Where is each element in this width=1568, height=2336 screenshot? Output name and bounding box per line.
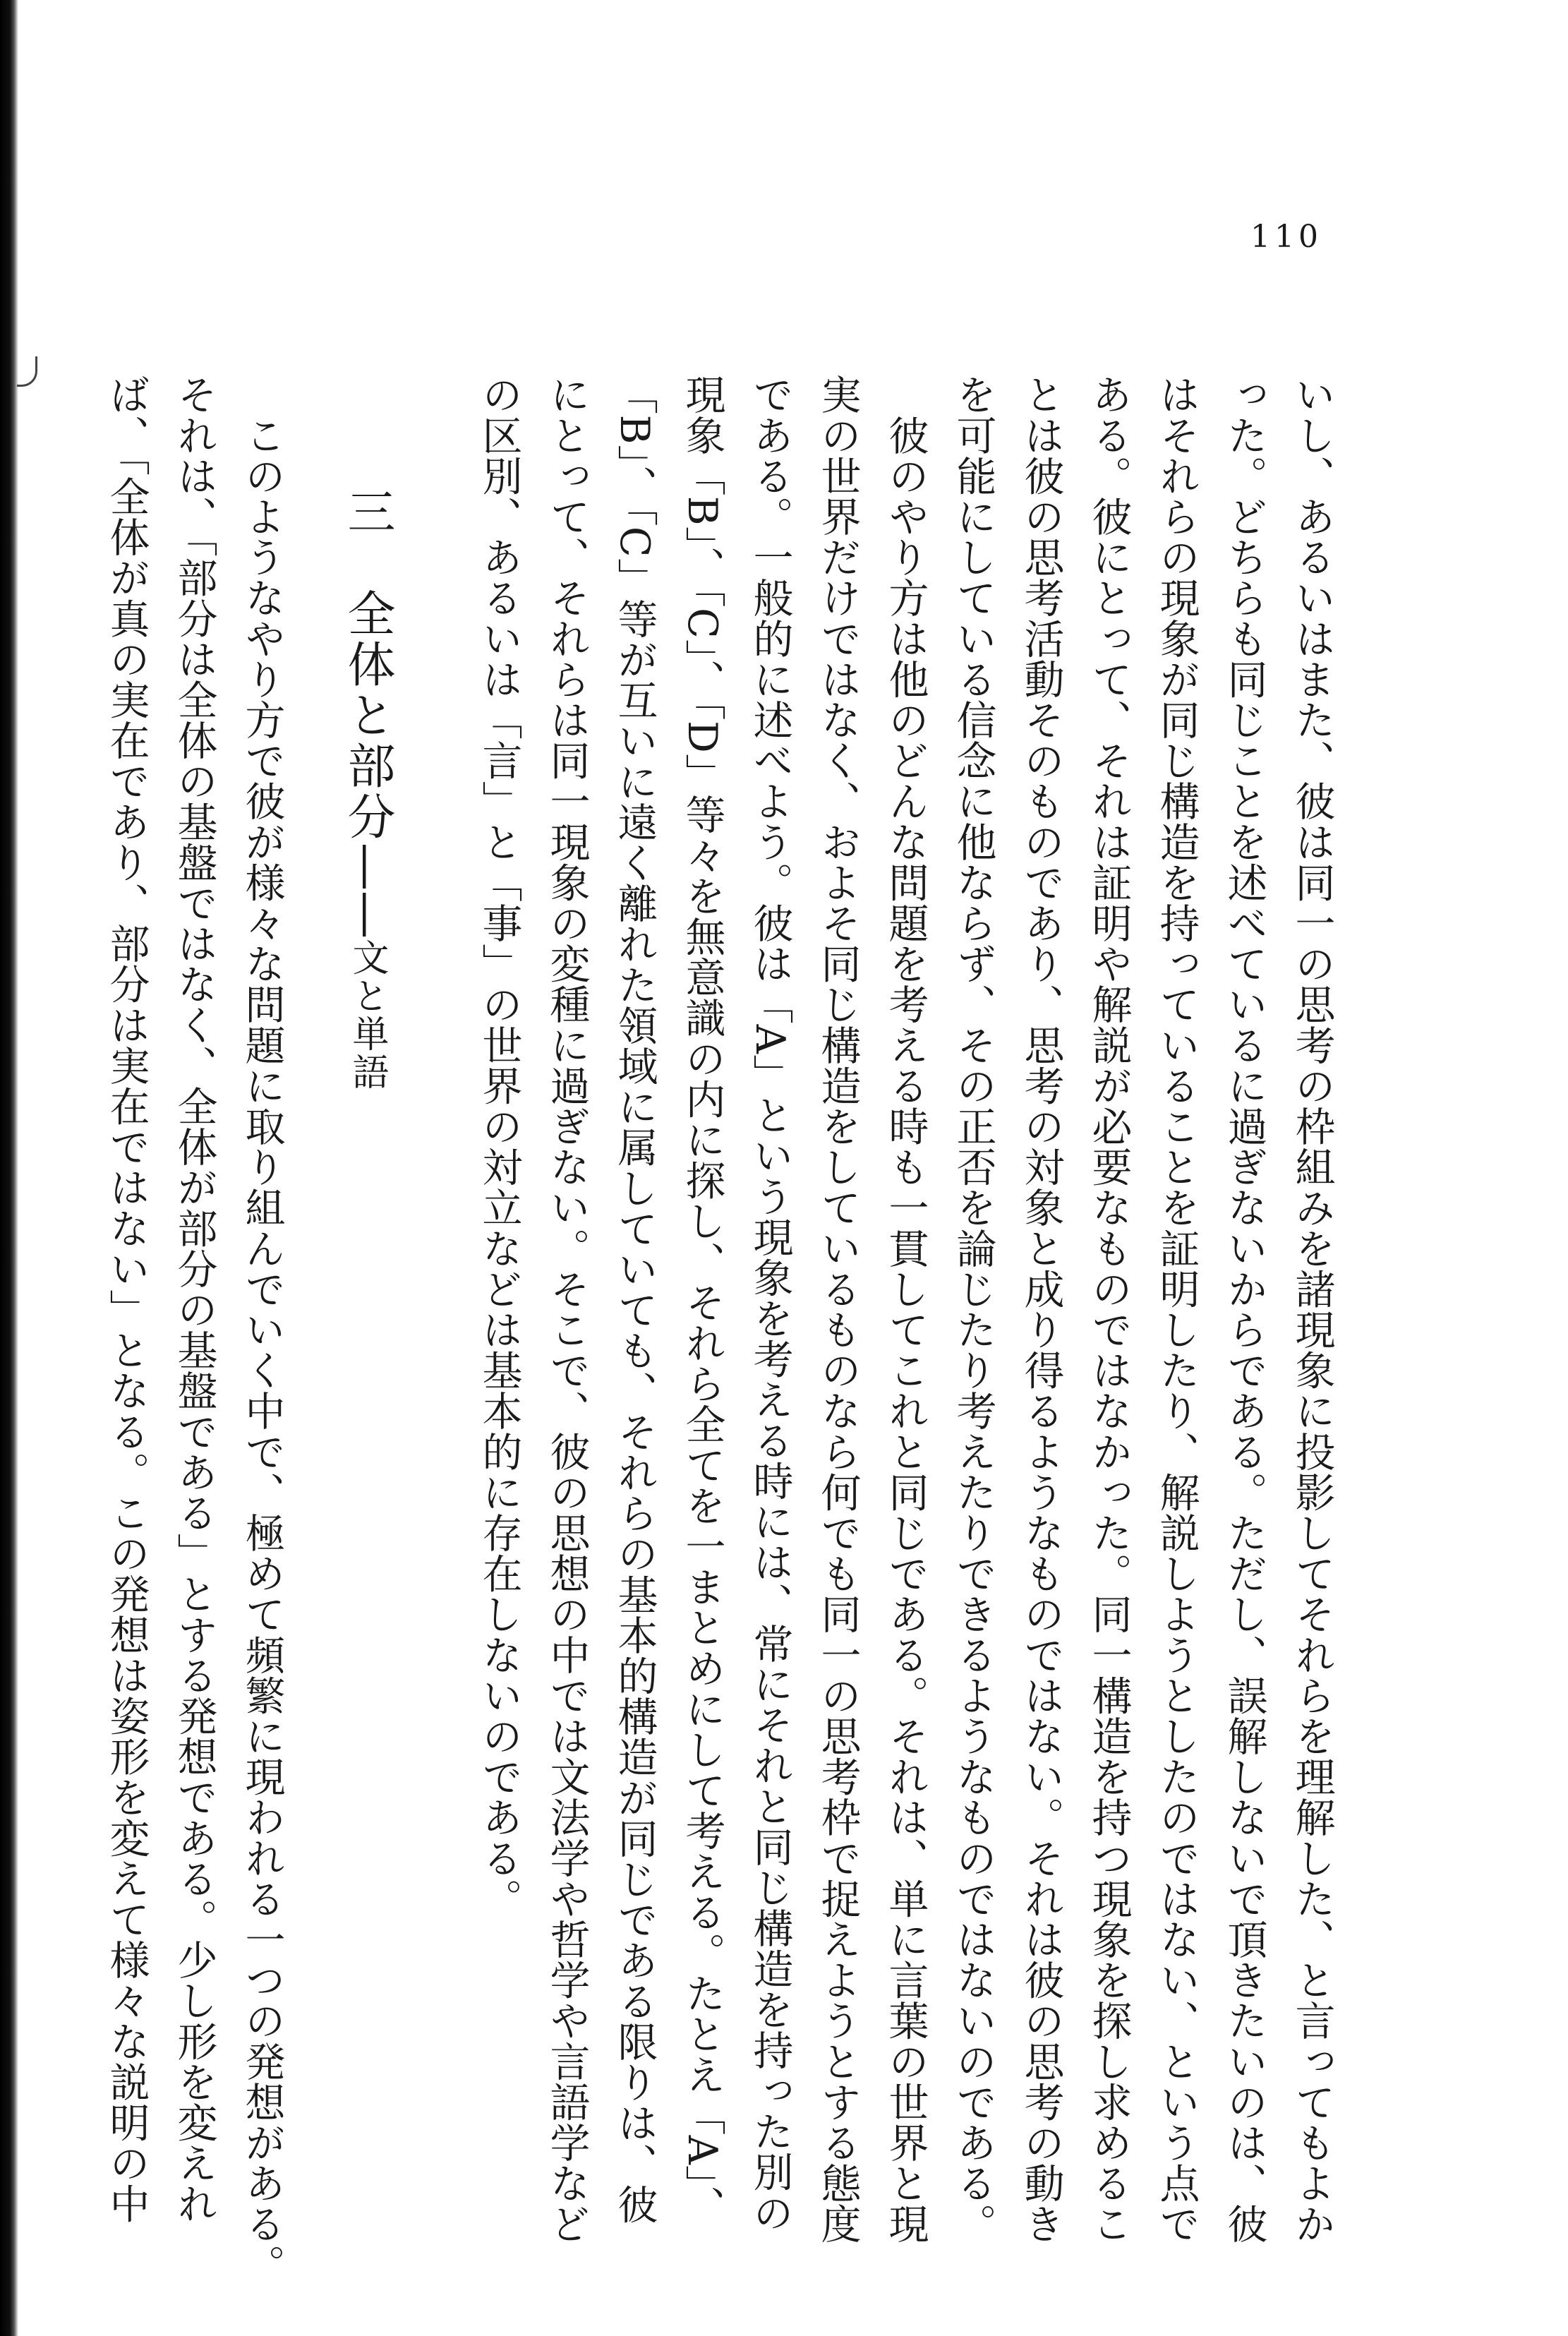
text-line: いし、あるいはまた、彼は同一の思考の枠組みを諸現象に投影してそれらを理解した、と言ってもよか — [1289, 374, 1335, 2244]
section-heading-subtitle: 文と単語 — [346, 939, 388, 1091]
page-number: 110 — [1250, 219, 1322, 255]
text-line: である。一般的に述べよう。彼は「A」という現象を考える時には、常にそれと同じ構造を持った別の — [747, 374, 793, 2233]
binding-edge — [0, 0, 18, 2336]
text-line: った。どちらも同じことを述べているに過ぎないからである。ただし、誤解しないで頂きたいのは、彼 — [1221, 374, 1267, 2244]
text-line: 彼のやり方は他のどんな問題を考える時も一貫してこれと同じである。それは、単に言葉の世界と現 — [882, 374, 929, 2244]
binding-mark — [17, 356, 37, 387]
text-line: の区別、あるいは「言」と「事」の世界の対立などは基本的に存在しないのである。 — [476, 374, 522, 1919]
text-line: このようなやり方で彼が様々な問題に取り組んでいく中で、極めて頻繁に現われる一つの発想がある。 — [239, 374, 285, 2285]
text-line: 現象「B」、「C」、「D」等々を無意識の内に探し、それら全てを一まとめにして考える。たとえ「A」、 — [679, 374, 725, 2227]
text-line: ば、「全体が真の実在であり、部分は実在ではない」となる。この発想は姿形を変えて様々な説明の中 — [103, 374, 150, 2224]
text-line: を可能にしている信念に他ならず、その正否を論じたり考えたりできるようなものではないのである。 — [950, 374, 996, 2244]
text-line: はそれらの現象が同じ構造を持っていることを証明したり、解説しようとしたのではない、という点で — [1153, 374, 1200, 2244]
text-line: ある。彼にとって、それは証明や解説が必要なものではなかった。同一構造を持つ現象を探し求めるこ — [1085, 374, 1132, 2244]
text-line: とは彼の思考活動そのものであり、思考の対象と成り得るようなものではない。それは彼の思考の動き — [1018, 374, 1064, 2244]
section-heading-title: 三 全体と部分 — [339, 487, 395, 843]
section-heading-dash: —— — [339, 843, 395, 939]
section-heading — [339, 487, 395, 1091]
text-line: 「B」、「C」等が互いに遠く離れた領域に属していても、それらの基本的構造が同じである限りは、彼 — [611, 374, 658, 2224]
text-line: にとって、それらは同一現象の変種に過ぎない。そこで、彼の思想の中では文法学や哲学や言語学など — [543, 374, 590, 2244]
text-line: 実の世界だけではなく、およそ同じ構造をしているものなら何でも同一の思考枠で捉えようとする態度 — [814, 374, 861, 2244]
text-line: それは、「部分は全体の基盤ではなく、全体が部分の基盤である」とする発想である。少し形を変えれ — [171, 374, 217, 2224]
